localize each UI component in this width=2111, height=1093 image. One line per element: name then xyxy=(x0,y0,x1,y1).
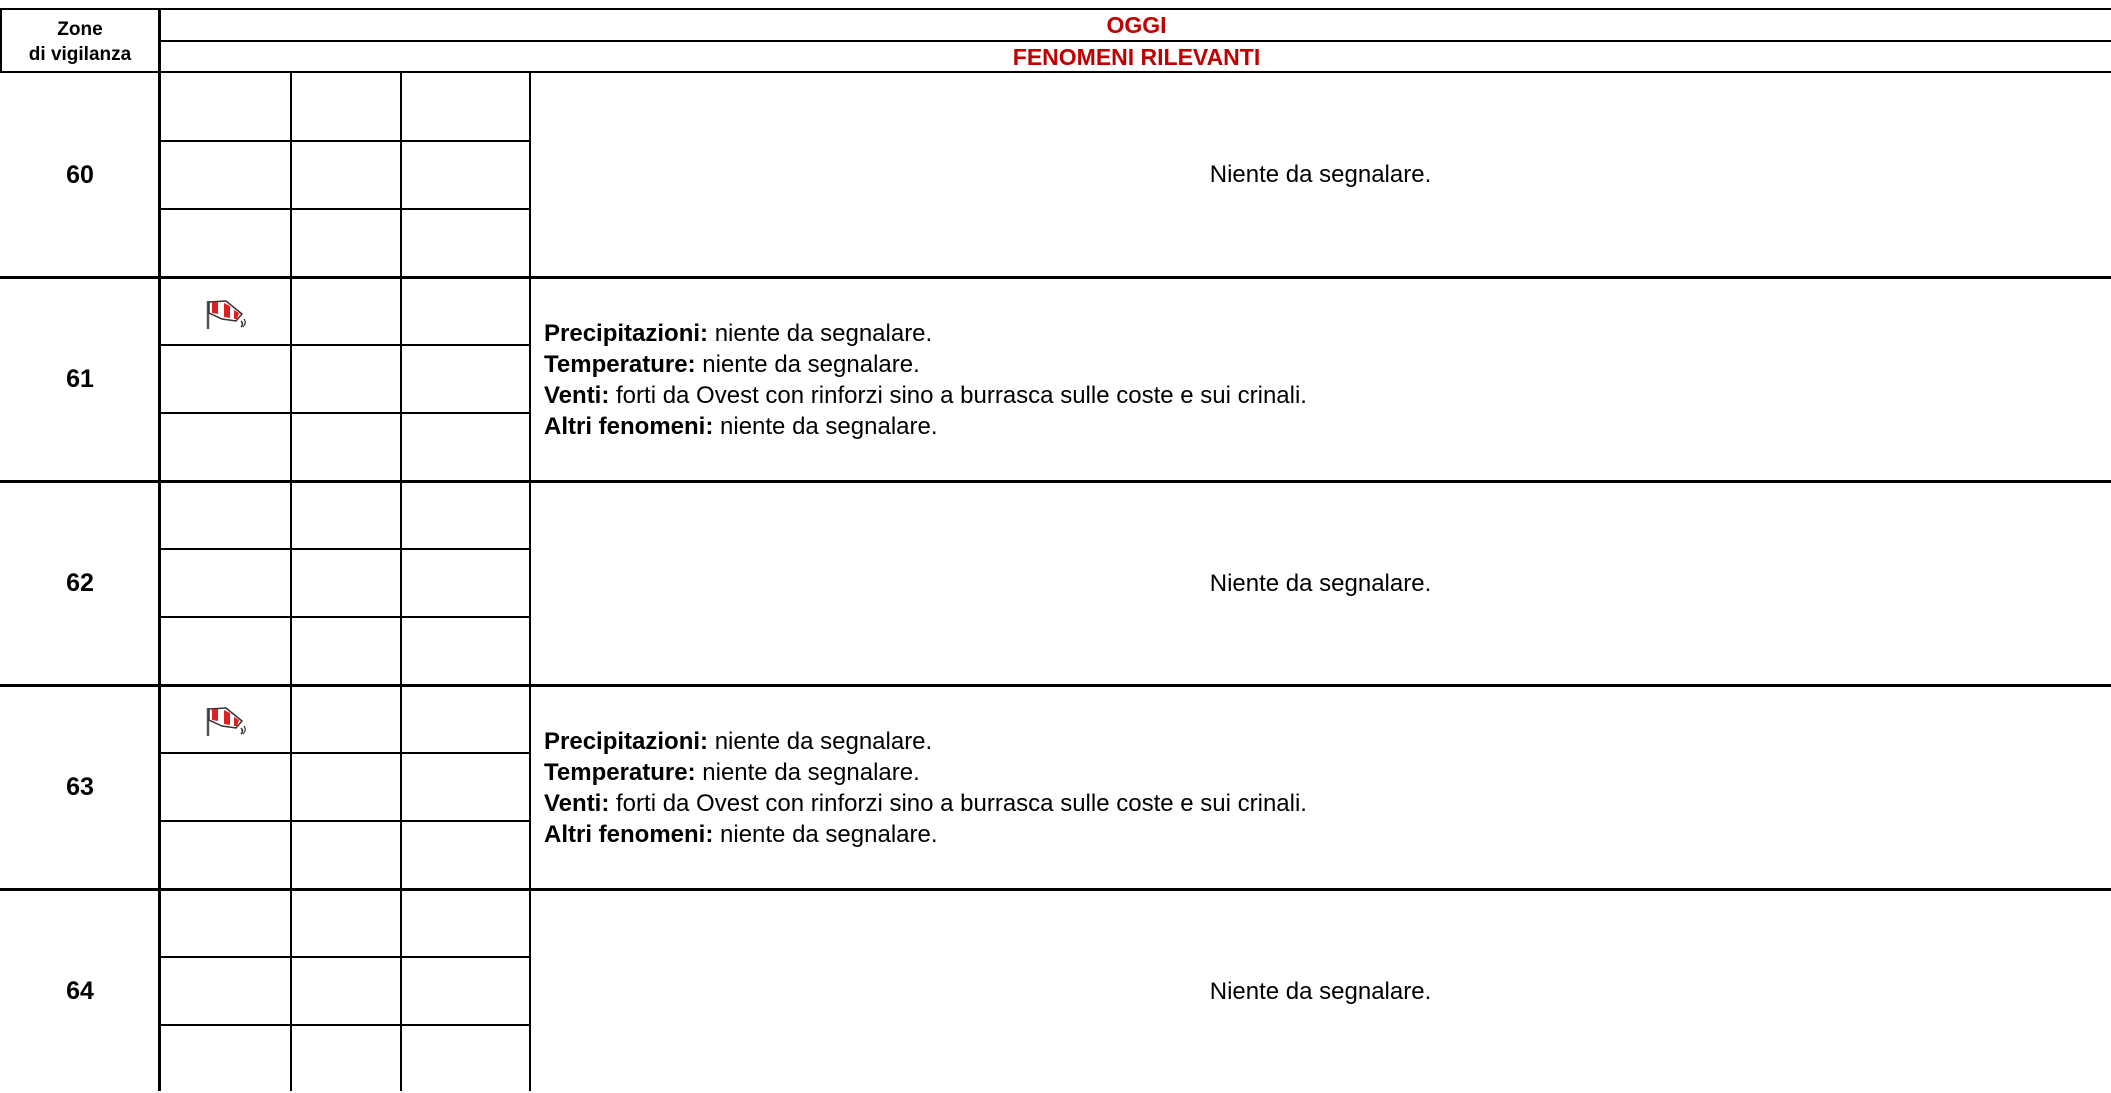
detail-line xyxy=(544,819,2104,850)
zone-number: 61 xyxy=(66,365,94,393)
cell-line xyxy=(160,820,530,822)
detail-line xyxy=(544,349,2104,380)
detail-text: niente da segnalare. xyxy=(708,319,933,347)
detail-text: niente da segnalare. xyxy=(695,758,920,786)
detail-label: Temperature: xyxy=(544,350,696,378)
detail-text: forti da Ovest con rinforzi sino a burrasca sulle coste e sui crinali. xyxy=(609,381,1307,409)
zone-number: 62 xyxy=(66,569,94,597)
zone-header-line2: di vigilanza xyxy=(28,43,132,65)
detail-label: Temperature: xyxy=(544,758,696,786)
zone-number: 63 xyxy=(66,773,94,801)
detail-label: Altri fenomeni: xyxy=(544,412,714,440)
detail-label: Precipitazioni: xyxy=(544,727,709,755)
header-divider xyxy=(160,40,2111,42)
detail-text: niente da segnalare. xyxy=(695,350,920,378)
cell-line xyxy=(160,208,530,210)
zone-column-header xyxy=(0,10,160,73)
windsock-icon xyxy=(204,297,248,331)
cell-line xyxy=(160,752,530,754)
detail-text: niente da segnalare. xyxy=(708,727,933,755)
detail-label: Precipitazioni: xyxy=(544,319,709,347)
cell-line xyxy=(160,344,530,346)
zone-number: 64 xyxy=(66,977,94,1005)
detail-label: Altri fenomeni: xyxy=(544,820,714,848)
cell-line xyxy=(160,616,530,618)
detail-line xyxy=(544,788,2104,819)
detail-line xyxy=(544,726,2104,757)
windsock-icon xyxy=(204,704,248,738)
zone-summary: Niente da segnalare. xyxy=(1209,977,1432,1005)
cell-divider-1 xyxy=(290,72,292,1091)
zone-details xyxy=(544,686,2104,889)
zone-header-line1: Zone xyxy=(57,18,103,40)
detail-line xyxy=(544,380,2104,411)
zone-details xyxy=(544,278,2104,481)
zone-number: 60 xyxy=(66,160,94,189)
detail-label: Venti: xyxy=(544,789,610,817)
detail-line xyxy=(544,318,2104,349)
zone-summary: Niente da segnalare. xyxy=(1209,161,1432,188)
detail-text: niente da segnalare. xyxy=(713,820,938,848)
cell-line xyxy=(160,548,530,550)
cell-line xyxy=(160,412,530,414)
cell-line xyxy=(160,1024,530,1026)
cell-divider-2 xyxy=(400,72,402,1091)
phenomena-title: FENOMENI RILEVANTI xyxy=(1012,43,1261,70)
detail-line xyxy=(544,757,2104,788)
left-border xyxy=(0,8,2,73)
day-title: OGGI xyxy=(1106,11,1167,38)
cell-line xyxy=(160,956,530,958)
cell-line xyxy=(160,140,530,142)
zone-summary: Niente da segnalare. xyxy=(1209,569,1432,597)
table-top-border xyxy=(0,8,2111,10)
detail-text: niente da segnalare. xyxy=(713,412,938,440)
detail-line xyxy=(544,411,2104,442)
detail-label: Venti: xyxy=(544,381,610,409)
detail-text: forti da Ovest con rinforzi sino a burrasca sulle coste e sui crinali. xyxy=(609,789,1307,817)
